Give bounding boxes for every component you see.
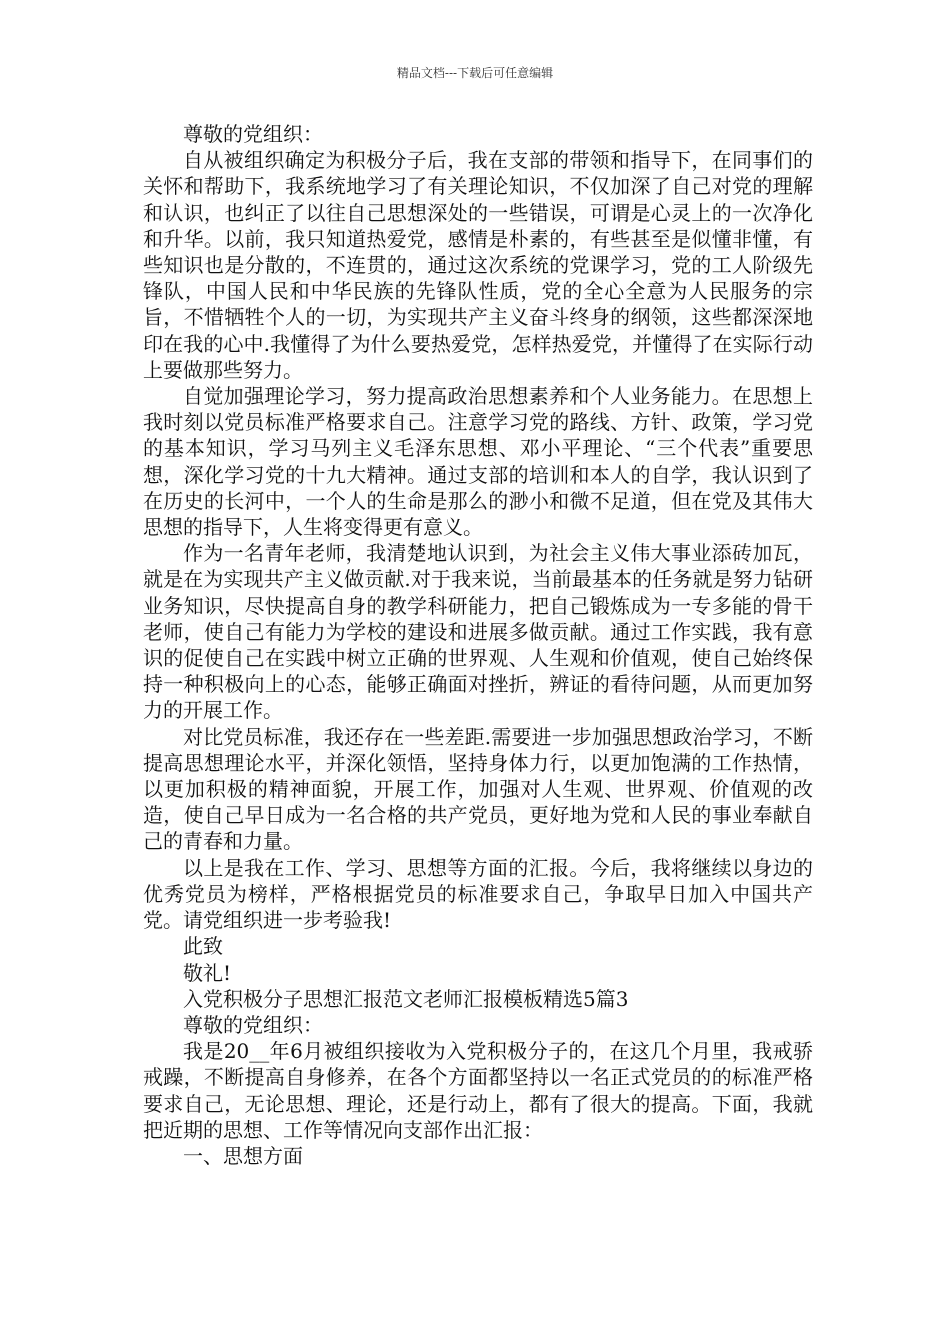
salutation: 尊敬的党组织： [183,122,323,146]
document-body [143,121,813,1169]
paragraph: 对比党员标准，我还存在一些差距.需要进一步加强思想政治学习，不断提高思想理论水平，并深化领悟，坚持身体力行，以更加饱满的工作热情，以更加积极的精神面貌，开展工作，加强对人生观、世界观、价值观的改造，使自己早日成为一名合格的共产党员，更好地为党和人民的事业奉献自己的青春和力量。 [143,724,813,854]
page-header: 精品文档---下载后可任意编辑 [396,66,554,80]
section-title: 入党积极分子思想汇报范文老师汇报模板精选5篇3 [183,986,629,1011]
closing-line: 敬礼! [183,960,232,985]
paragraph: 作为一名青年老师，我清楚地认识到，为社会主义伟大事业添砖加瓦，就是在为实现共产主义做贡献.对于我来说，当前最基本的任务就是努力钻研业务知识，尽快提高自身的教学科研能力，把自己锻炼成为一专多能的骨干老师，使自己有能力为学校的建设和进展多做贡献。通过工作实践，我有意识的促使自己在实践中树立正确的世界观、人生观和价值观，使自己始终保持一种积极向上的心态，能够正确面对挫折，辨证的看待问题，从而更加努力的开展工作。 [143,541,813,723]
paragraph: 自觉加强理论学习，努力提高政治思想素养和个人业务能力。在思想上我时刻以党员标准严格要求自己。注意学习党的路线、方针、政策，学习党的基本知识，学习马列主义毛泽东思想、邓小平理论、“三个代表”重要思想，深化学习党的十九大精神。通过支部的培训和本人的自学，我认识到了在历史的长河中，一个人的生命是那么的渺小和微不足道，但在党及其伟大思想的指导下，人生将变得更有意义。 [143,384,813,540]
paragraph: 我是20__年6月被组织接收为入党积极分子的，在这几个月里，我戒骄戒躁，不断提高自身修养，在各个方面都坚持以一名正式党员的的标准严格要求自己，无论思想、理论，还是行动上，都有了很大的提高。下面，我就把近期的思想、工作等情况向支部作出汇报： [143,1039,813,1142]
paragraph: 以上是我在工作、学习、思想等方面的汇报。今后，我将继续以身边的优秀党员为榜样，严格根据党员的标准要求自己，争取早日加入中国共产党。请党组织进一步考验我! [143,855,813,933]
salutation: 尊敬的党组织： [183,1012,323,1037]
closing-line: 此致 [183,934,223,959]
paragraph: 自从被组织确定为积极分子后，我在支部的带领和指导下，在同事们的关怀和帮助下，我系统地学习了有关理论知识，不仅加深了自己对党的理解和认识，也纠正了以往自己思想深处的一些错误，可谓是心灵上的一次净化和升华。以前，我只知道热爱党，感情是朴素的，有些甚至是似懂非懂，有些知识也是分散的，不连贯的，通过这次系统的党课学习，党的工人阶级先锋队，中国人民和中华民族的先锋队性质，党的全心全意为人民服务的宗旨，不惜牺牲个人的一切，为实现共产主义奋斗终身的纲领，这些都深深地印在我的心中.我懂得了为什么要热爱党，怎样热爱党，并懂得了在实际行动上要做那些努力。 [143,148,813,382]
section-heading: 一、思想方面 [183,1143,303,1168]
